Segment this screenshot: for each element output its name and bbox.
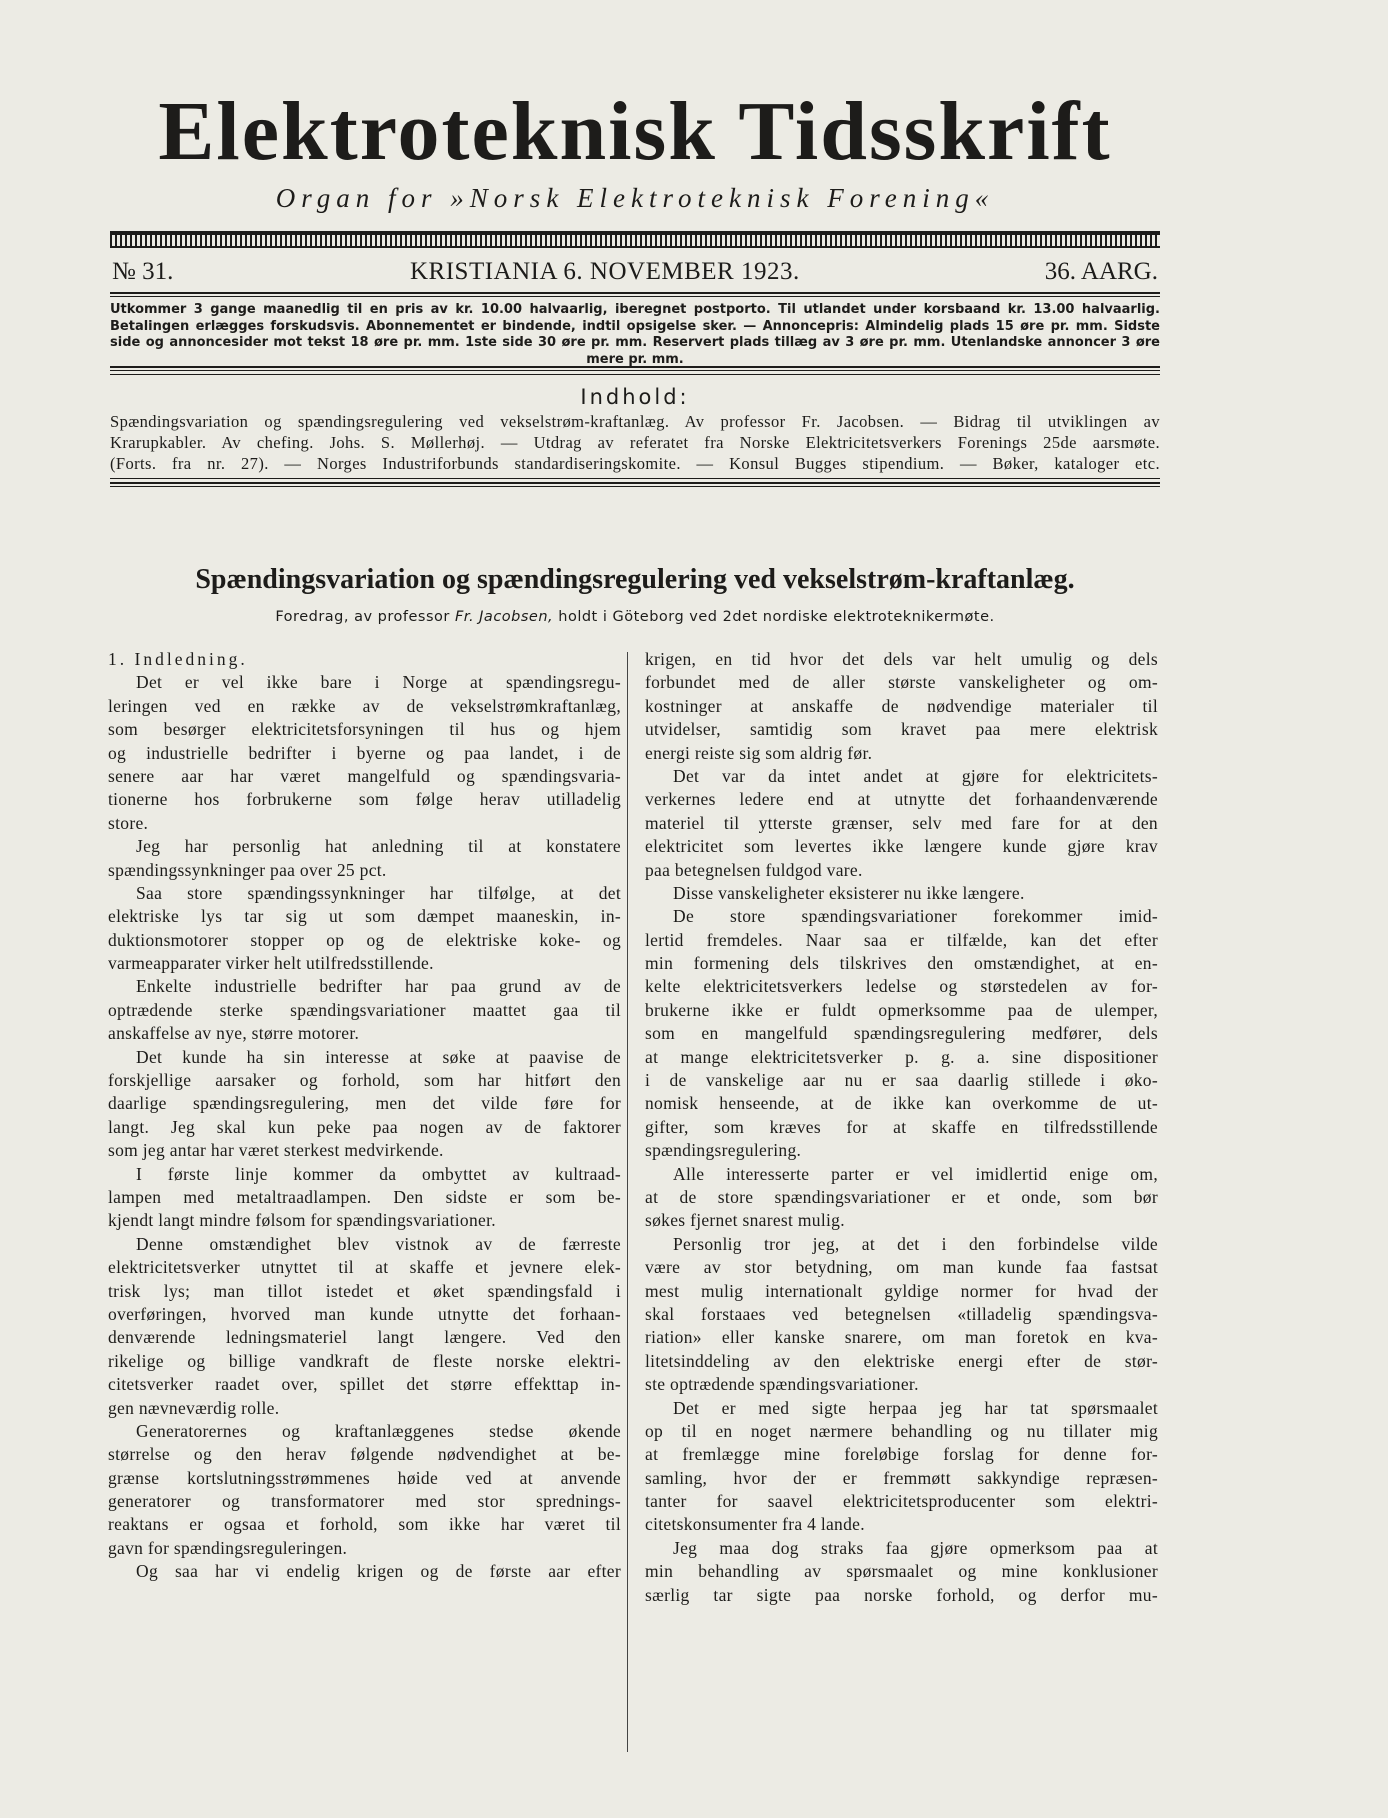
article-line: I første linje kommer da ombyttet av kultraad-: [136, 1163, 621, 1184]
article-line: særlig tar sigte paa norske forhold, og derfor mu-: [645, 1584, 1158, 1605]
article-line: Det var da intet andet at gjøre for elektricitets-: [673, 765, 1158, 786]
article-line: varmeapparater virker helt utilfredsstillende.: [108, 953, 434, 974]
article-line: spændingssynkninger paa over 25 pct.: [108, 859, 387, 880]
article-line: store.: [108, 812, 149, 833]
issue-number: № 31.: [112, 258, 174, 285]
issue-rule: [110, 292, 1160, 297]
article-title: Spændingsvariation og spændingsregulering ved vekselstrøm-kraftanlæg.: [195, 564, 1075, 595]
article-line: trisk lys; man tillot istedet et øket spændingsfald i: [108, 1280, 621, 1301]
contents-rule: [110, 478, 1160, 479]
article-line: min behandling av spørsmaalet og mine konklusioner: [645, 1561, 1158, 1582]
article-line: utvidelser, samtidig som kravet paa mere elektrisk: [645, 719, 1158, 740]
article-line: duktionsmotorer stopper op og de elektriske koke- og: [108, 929, 621, 950]
article-line: min formening dels tilskrives den omstændighet, at en-: [645, 953, 1158, 974]
article-line: op til en noget nærmere behandling og nu tillater mig: [645, 1420, 1158, 1441]
article-line: Jeg har personlig hat anledning til at konstatere: [136, 836, 621, 857]
article-line: kostninger at anskaffe de nødvendige materialer til: [645, 695, 1158, 716]
article-line: materiel til ytterste grænser, selv med fare for at den: [645, 812, 1158, 833]
article-line: elektriske lys tar sig ut som dæmpet maaneskin, in-: [108, 906, 621, 927]
masthead-ornamental-rule: [110, 231, 1160, 248]
subscription-rule-thin: [110, 374, 1160, 375]
masthead-subtitle: Organ for »Norsk Elektroteknisk Forening«: [275, 183, 995, 213]
article-line: Det er med sigte herpaa jeg har tat spørsmaalet: [673, 1397, 1158, 1418]
contents-heading: Indhold:: [580, 385, 690, 409]
article-line: gen nævneværdig rolle.: [108, 1397, 280, 1418]
article-line: generatorer og transformatorer med stor sprednings-: [108, 1491, 621, 1512]
article-line: krigen, en tid hvor det dels var helt umulig og dels: [645, 649, 1158, 669]
issue-line: [110, 255, 1160, 289]
byline-author: Fr. Jacobsen,: [454, 609, 554, 625]
article-line: De store spændingsvariationer forekommer imid-: [673, 906, 1158, 927]
article-line: Saa store spændingssynkninger har tilfølge, at det: [136, 882, 621, 903]
article-line: lampen med metaltraadlampen. Den sidste er som be-: [108, 1186, 621, 1207]
article-line: Jeg maa dog straks faa gjøre opmerksom paa at: [673, 1537, 1158, 1558]
article-byline: [110, 606, 1160, 628]
article-line: kelte elektricitetsverkers ledelse og størstedelen av for-: [645, 976, 1158, 997]
article-line: nomisk henseende, at de ikke kan overkomme de ut-: [645, 1093, 1158, 1114]
masthead-title: Elektroteknisk Tidsskrift: [158, 85, 1112, 178]
article-line: lertid fremdeles. Naar saa er tilfælde, kan det efter: [645, 929, 1158, 950]
article-line: rikelige og billige vandkraft de fleste norske elektri-: [108, 1350, 621, 1371]
article-line: Det er vel ikke bare i Norge at spændingsregu-: [136, 672, 621, 693]
article-line: daarlige spændingsregulering, men det vilde føre for: [108, 1093, 621, 1114]
article-line: elektricitetsverker utnyttet til at skaffe et jevnere elek-: [108, 1257, 621, 1278]
article-line: mest mulig internationalt gyldige normer for hvad der: [645, 1280, 1158, 1301]
article-line: at fremlægge mine foreløbige forslag for denne for-: [645, 1444, 1158, 1465]
contents-line: Spændingsvariation og spændingsregulering ved vekselstrøm-kraftanlæg. Av professor Fr. Jacobsen. — Bidrag til utviklingen av: [110, 412, 1160, 431]
contents-line: (Forts. fra nr. 27). — Norges Industriforbunds standardiseringskomite. — Konsul Bugges stipendium. — Bøker, kataloger etc.: [110, 454, 1160, 473]
article-line: citetskonsumenter fra 4 lande.: [645, 1514, 865, 1535]
article-line: være av stor betydning, om man kunde faa fastsat: [645, 1257, 1158, 1278]
subscription-rule: [110, 366, 1160, 371]
article-line: leringen ved en række av de vekselstrømkraftanlæg,: [108, 695, 621, 716]
article-line: gifter, som kræves for at skaffe en tilfredsstillende: [645, 1116, 1158, 1137]
byline-prefix: Foredrag, av professor: [275, 609, 455, 625]
article-line: som jeg antar har været sterkest medvirkende.: [108, 1140, 444, 1161]
article-line: tanter for saavel elektricitetsproducenter som elektri-: [645, 1491, 1158, 1512]
article-line: overføringen, hvorved man kunde utnytte det forhaan-: [108, 1303, 621, 1324]
contents-rule-double: [110, 482, 1160, 487]
article-column-left: [108, 648, 621, 1584]
article-line: gavn for spændingsreguleringen.: [108, 1537, 348, 1558]
article-line: paa betegnelsen fuldgod vare.: [645, 859, 863, 880]
article-line: forskjellige aarsaker og forhold, som har hitført den: [108, 1070, 621, 1091]
article-line: Det kunde ha sin interesse at søke at paavise de: [136, 1046, 621, 1067]
article-line: Enkelte industrielle bedrifter har paa grund av de: [136, 976, 621, 997]
issue-place-date: KRISTIANIA 6. NOVEMBER 1923.: [410, 258, 800, 285]
article-line: søkes fjernet snarest mulig.: [645, 1210, 845, 1231]
article-line: energi reiste sig som aldrig før.: [645, 742, 873, 763]
article-line: som besørger elektricitetsforsyningen til hus og hjem: [108, 719, 621, 740]
article-line: anskaffelse av nye, større motorer.: [108, 1023, 360, 1044]
article-line: riation» eller kanske snarere, om man foretok en kva-: [645, 1327, 1158, 1348]
article-line: at de store spændingsvariationer er et onde, som bør: [645, 1186, 1158, 1207]
issue-volume: 36. AARG.: [1044, 258, 1158, 285]
article-line: reaktans er ogsaa et forhold, som ikke har været til: [108, 1514, 621, 1535]
article-line: Disse vanskeligheter eksisterer nu ikke længere.: [673, 882, 1025, 903]
article-line: litetsinddeling av den elektriske energi efter de stør-: [645, 1350, 1158, 1371]
byline-suffix: holdt i Göteborg ved 2det nordiske elektroteknikermøte.: [553, 609, 995, 625]
column-divider: [627, 652, 628, 1752]
article-line: elektricitet som levertes ikke længere kunde gjøre krav: [645, 836, 1158, 857]
article-line: senere aar har været mangelfuld og spændingsvaria-: [108, 765, 621, 786]
article-line: skal forstaaes ved betegnelsen «tilladelig spændingsva-: [645, 1303, 1158, 1324]
article-line: citetsverker raadet over, spillet det større effekttap in-: [108, 1374, 621, 1395]
article-line: Personlig tror jeg, at det i den forbindelse vilde: [673, 1233, 1158, 1254]
article-line: i de vanskelige aar nu er saa daarlig stillede i øko-: [645, 1070, 1158, 1091]
article-line: optrædende sterke spændingsvariationer maattet gaa til: [108, 999, 621, 1020]
article-column-right: [645, 648, 1158, 1607]
article-line: Generatorernes og kraftanlæggenes stedse økende: [136, 1420, 621, 1441]
article-line: ste optrædende spændingsvariationer.: [645, 1374, 919, 1395]
article-line: som en mangelfuld spændingsregulering medfører, dels: [645, 1023, 1158, 1044]
article-line: denværende ledningsmateriel langt længere. Ved den: [108, 1327, 621, 1348]
contents-list: [110, 411, 1160, 474]
article-line: verkernes ledere end at utnytte det forhaandenværende: [645, 789, 1158, 810]
article-line: langt. Jeg skal kun peke paa nogen av de faktorer: [108, 1116, 621, 1137]
section-heading: 1. Indledning.: [108, 649, 248, 669]
article-line: grænse kortslutningsstrømmenes høide ved at anvende: [108, 1467, 621, 1488]
article-line: brukerne ikke er fuldt opmerksomme paa de ulemper,: [645, 999, 1158, 1020]
subscription-notice: Utkommer 3 gange maanedlig til en pris av kr. 10.00 halvaarlig, iberegnet postporto. Til utlandet under korsbaand kr. 13.00 halvaarlig. Betalingen erlægges forskudsvis. Abonnementet er bindende, indtil opsigelse sker. — Annoncepris: Almindelig plads 15 øre pr. mm. Sidste side og annoncesider mot tekst 18 øre pr. mm. 1ste side 30 øre pr. mm. Reservert plads tillæg av 3 øre pr. mm. Utenlandske annoncer 3 øre mere pr. mm.: [110, 302, 1160, 367]
article-line: samling, hvor der er fremmøtt sakkyndige repræsen-: [645, 1467, 1158, 1488]
article-line: tionerne hos forbrukerne som følge herav utilladelig: [108, 789, 621, 810]
article-line: størrelse og den herav følgende nødvendighet at be-: [108, 1444, 621, 1465]
contents-line: Krarupkabler. Av chefing. Johs. S. Møllerhøj. — Utdrag av referatet fra Norske Elektricitetsverkers Forenings 25de aarsmøte.: [110, 433, 1160, 452]
article-line: Alle interesserte parter er vel imidlertid enige om,: [673, 1163, 1158, 1184]
article-line: Og saa har vi endelig krigen og de første aar efter: [136, 1561, 621, 1582]
article-line: kjendt langt mindre følsom for spændingsvariationer.: [108, 1210, 496, 1231]
article-line: at mange elektricitetsverker p. g. a. sine dispositioner: [645, 1046, 1158, 1067]
article-line: forbundet med de aller største vanskeligheter og om-: [645, 672, 1158, 693]
article-line: Denne omstændighet blev vistnok av de færreste: [136, 1233, 621, 1254]
article-line: og industrielle bedrifter i byerne og paa landet, i de: [108, 742, 621, 763]
article-line: spændingsregulering.: [645, 1140, 802, 1161]
